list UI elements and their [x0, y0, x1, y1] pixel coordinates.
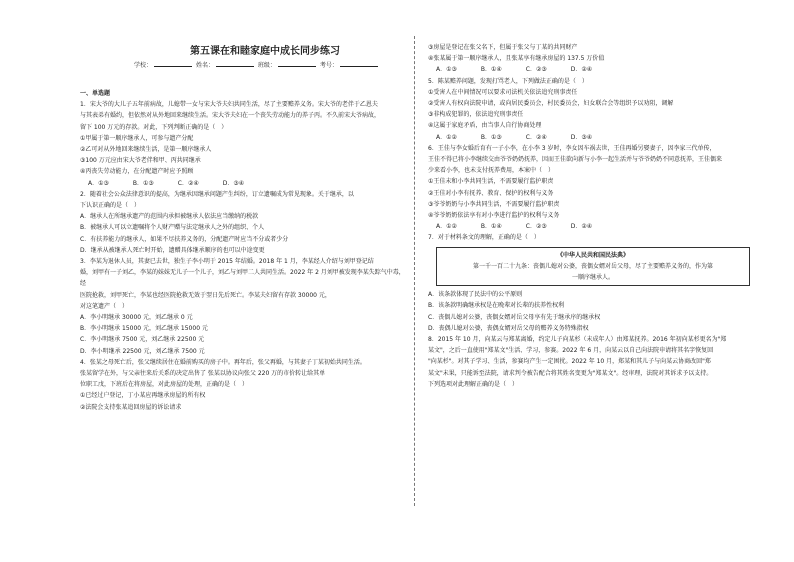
text-line: 对这笔遗产（ ）: [80, 302, 129, 310]
option[interactable]: B．该条款明确继承权是在晚辈对长辈的扶养性权利: [428, 302, 565, 310]
option[interactable]: B．①④: [480, 223, 502, 231]
law-excerpt-box: [436, 247, 750, 287]
q1-options: [80, 178, 410, 189]
option[interactable]: A．该条款体现了民法中的公平原则: [428, 291, 523, 299]
column-divider: [414, 36, 415, 506]
text-line: 医院抢救，刘甲死亡，李某也经医院抢救无效于翌日先后死亡。李某夫妇留有存款 30000 元，: [80, 291, 331, 299]
text-line: ①王佳未和小李共同生活，不需要履行监护职责: [428, 178, 554, 186]
right-column: [428, 42, 758, 390]
option[interactable]: A．①③: [436, 66, 457, 74]
text-line: ③房屋是登记在张父名下，但属于张父与丁某的共同财产: [428, 44, 578, 51]
text-line: ①甲属于第一顺序继承人，可参与遗产分配: [80, 134, 194, 142]
student-info-line: [134, 60, 424, 69]
text-line: A．继承人在所继承遗产的范围内承担被继承人依法应当缴纳的税款: [80, 213, 259, 221]
text-line: 5．陈某赡养问题，发现打骂老人，下列做法正确的是（ ）: [428, 77, 588, 85]
text-line: ②乙可对从外地回来继续生活，是第一顺序继承人: [80, 146, 212, 154]
option[interactable]: D．②④: [570, 223, 593, 231]
option[interactable]: D．丧偶儿媳对公婆，丧偶女婿对岳父母的赡养义务特殊指权: [428, 324, 589, 332]
school-blank[interactable]: [154, 61, 192, 67]
text-line: 留下 100 万元的存款。对此，下列判断正确的是（ ）: [80, 123, 228, 131]
text-line: "向某杉"。对其子学习、生活，参赛均产生一定困扰。2022 年 10 月，郑某和其儿子与向某云协商改回"郑: [428, 358, 711, 366]
text-line: 王佳不得已将小李继续交由爷爷奶奶抚养，因而王佳欲向新与小李一起生活并与爷爷奶奶不同意抚养，王佳偶来: [428, 156, 723, 164]
text-line: 4．张某之母死亡后，张父继续居住在婚前购买的房子中。再年后，张父再婚，与其妻子丁某初始共同生活。: [80, 358, 366, 366]
text-line: ③爷爷奶奶与小李共同生活，不需要履行监护职责: [428, 200, 560, 208]
text-line: ③100 万元应由宋大爷老伴和甲、丙共同继承: [80, 157, 201, 165]
text-line: ②法院会支持张某追回房屋的诉讼请求: [80, 403, 182, 411]
text-line: 某文"，之后一直使用"郑某文"生活、学习，参赛。2022 年 6 月，向某云以自己向法院申请将其名字恢复回: [428, 347, 714, 355]
law-text: 一顺序继承人。: [571, 274, 614, 282]
text-line: 7．对于材料条文的理解，正确的是（ ）: [428, 234, 540, 242]
option[interactable]: C．②④: [177, 179, 199, 187]
option[interactable]: D．③④: [570, 133, 593, 141]
option[interactable]: D．③④: [222, 179, 245, 187]
text-line: ④爷爷奶奶依法享有对小李进行监护的权利与义务: [428, 212, 560, 220]
text-line: 下认识正确的是（ ）: [80, 202, 141, 210]
text-line: 某文"未果，只能诉至法院，请求判令被告配合将其姓名变更为"郑某文"。经审理，法院对其诉求予以支持。: [428, 369, 713, 377]
section-heading: 一、单选题: [80, 90, 111, 97]
text-line: ①受害人在中间情况可以要求司法机关依法追究刑事责任: [428, 88, 578, 96]
option[interactable]: C．②③: [525, 66, 547, 74]
option[interactable]: C．丧偶儿媳对公婆，丧偶女婿对岳父母享有先于继承序的继承权: [428, 313, 601, 321]
text-line: ③非构成犯罪的，依法追究刑事责任: [428, 111, 524, 119]
option[interactable]: B．①④: [480, 66, 502, 74]
text-line: A．李小明继承 30000 元，刘乙继承 0 元: [80, 314, 193, 322]
text-line: 少来看小李，也未支付抚养费用，本案中（ ）: [428, 167, 555, 175]
text-line: ②受害人有权向法院申请，或向居民委员会，村民委员会，妇女联合会等组织予以劝阻，调解: [428, 100, 674, 108]
option[interactable]: A．①③: [88, 179, 109, 187]
name-label: 姓名：: [195, 62, 214, 69]
text-line: ④丙丧失劳动能力，在分配遗产时应予照顾: [80, 168, 194, 176]
school-label: 学校：: [134, 62, 153, 69]
text-line: 位职工戊，下班后在将房屋，对此房屋的处理，正确的是（ ）: [80, 381, 249, 389]
text-line: ②王佳对小李有抚养、教育、保护的权利与义务: [428, 189, 554, 197]
text-line: B．被继承人可以立遗嘱将个人财产赠与法定继承人之外的组织、个人: [80, 224, 265, 232]
left-column: [80, 84, 410, 413]
text-line: 下列选项对此理解正确的是（ ）: [428, 380, 519, 388]
class-blank[interactable]: [278, 61, 316, 67]
text-line: 8．2015 年 10 月，向某云与郑某离婚，约定儿子向某杉（未成年人）由郑某抚养。2016 年初向某杉更名为"郑: [428, 336, 727, 344]
name-blank[interactable]: [216, 61, 254, 67]
text-line: ④这属于家庭矛盾，由当事人自行协商处理: [428, 122, 542, 130]
option[interactable]: B．①③: [132, 179, 154, 187]
text-line: B．李小明继承 15000 元，刘乙继承 15000 元: [80, 325, 208, 333]
text-line: 2．随着社会公众法律意识的提高，为继承因继承问题产生纠纷，订立遗嘱成为常见现象。关于继承，以: [80, 190, 354, 198]
text-line: 与其表弟有婚约，但依然对从外地回来继续生活。宋大爷夫妇在一个丧失劳动能力的养子丙。不久前宋大爷病故，: [80, 112, 381, 120]
law-text: 第一千一百二十九条：丧偶儿媳对公婆，丧偶女婿对岳父母，尽了主要赡养义务的，作为第: [472, 262, 713, 270]
law-title: 《中华人民共和国民法典》: [556, 251, 629, 259]
text-line: 婚，刘甲有一子刘乙，李某的妹妹无儿子一个儿子，刘乙与刘甲二人共同生活。2022 年 2 月刘甲被发现李某失踪气中毒，经: [80, 269, 405, 288]
text-line: 3．李某为退休人员，其妻已去世，独生子李小明于 2015 年结婚。2018 年 1 月，李某经人介绍与刘甲登记结: [80, 258, 374, 266]
q6-options: [428, 221, 758, 232]
text-line: D．继承从被继承人死亡时开始，遗赠具体继承顺序的也可以中途变更: [80, 246, 265, 254]
exam-id-label: 考号：: [319, 62, 338, 69]
text-line: D．李小明继承 22500 元，刘乙继承 7500 元: [80, 347, 205, 355]
text-line: 1．宋大爷的大儿子五年前病故，儿媳带一女与宋大爷夫妇共同生活，尽了主要赡养义务。宋大爷的老伴于乙恩夫: [80, 101, 378, 109]
text-line: ④张某属于第一顺序继承人，且张某享有继承房屋的 137.5 万价值: [428, 55, 605, 63]
text-line: ①已经过户登记，丁小某应再继承房屋的所有权: [80, 392, 206, 400]
text-line: 6．王佳与李女婚后育有一子小李，在小李 3 岁时，李女因车祸去世，王佳再婚另娶妻子，因李家三代单传，: [428, 144, 716, 152]
text-line: 张某留学在外，与父亲往来后关系的决定出售了 张某以协议向张父 220 万的市价转让给其单: [80, 370, 326, 378]
option[interactable]: D．②④: [570, 66, 593, 74]
text-line: C．有扶养能力的继承人，如果不尽扶养义务的，分配遗产时应当不分或者少分: [80, 235, 289, 243]
option[interactable]: B．①③: [480, 133, 502, 141]
exam-id-blank[interactable]: [340, 61, 378, 67]
page-title: 第五课在和睦家庭中成长同步练习: [190, 46, 340, 57]
q4-options: [428, 64, 758, 75]
option[interactable]: A．①②: [436, 223, 457, 231]
option[interactable]: A．①②: [436, 133, 457, 141]
text-line: C．李小明继承 7500 元，刘乙继承 22500 元: [80, 336, 205, 344]
option[interactable]: C．②④: [525, 133, 547, 141]
class-label: 班级：: [257, 62, 276, 69]
option[interactable]: C．②③: [525, 223, 547, 231]
q5-options: [428, 132, 758, 143]
